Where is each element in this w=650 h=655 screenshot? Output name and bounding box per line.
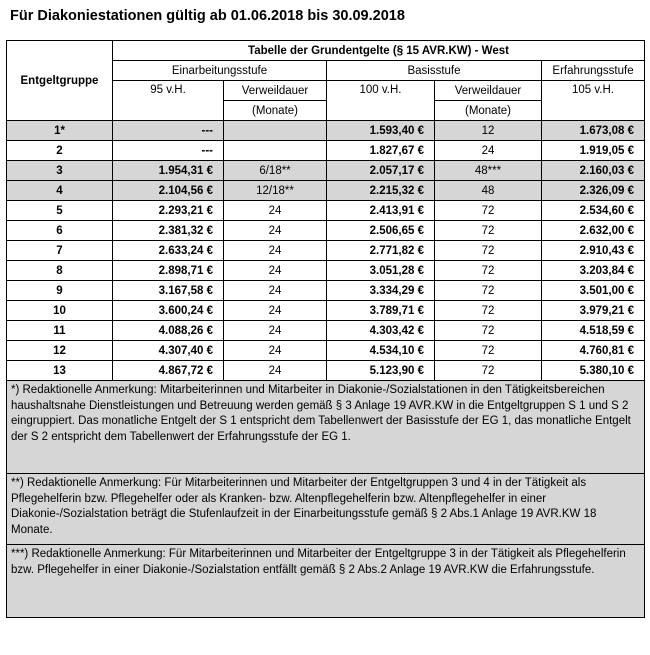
note-2: **) Redaktionelle Anmerkung: Für Mitarbeiterinnen und Mitarbeiter der Entgeltgruppen 3 und 4 in der Tätigkeit als Pflegehelferin bzw. Pflegehelfer oder als Kranken- bzw. Altenpflegehelferin bzw. Altenpflegehelfer in einer Diakonie-/Sozialstation beträgt die Stufenlaufzeit in der Einarbeitungsstufe gemäß § 2 Abs.1 Anlage 19 AVR.KW 18 Monate. [7,474,645,545]
entgeltgruppe-cell: 4 [7,181,113,201]
entgeltgruppe-cell: 7 [7,241,113,261]
einarbeitung-verweildauer-cell: 24 [224,281,327,301]
basis-value-cell: 3.789,71 € [327,301,435,321]
einarbeitung-value-cell: 4.088,26 € [113,321,224,341]
basis-verweildauer-cell: 48*** [435,161,542,181]
erfahrung-value-cell: 4.518,59 € [542,321,645,341]
ein-pct-header: 95 v.H. [113,81,224,121]
entgeltgruppe-header: Entgeltgruppe [7,41,113,121]
table-row [7,261,645,281]
grundentgelte-table [6,40,645,618]
table-row [7,141,645,161]
entgeltgruppe-cell: 13 [7,361,113,381]
einarbeitung-verweildauer-cell: 6/18** [224,161,327,181]
einarbeitung-verweildauer-cell: 24 [224,341,327,361]
table-row [7,181,645,201]
table-row [7,301,645,321]
einarbeitung-verweildauer-cell [224,141,327,161]
erfahrung-value-cell: 5.380,10 € [542,361,645,381]
einarbeitung-value-cell: --- [113,141,224,161]
entgeltgruppe-cell: 11 [7,321,113,341]
einarbeitung-verweildauer-cell: 24 [224,201,327,221]
basis-verweildauer-cell: 72 [435,201,542,221]
erfahrung-value-cell: 3.979,21 € [542,301,645,321]
basis-value-cell: 2.771,82 € [327,241,435,261]
basis-value-cell: 2.057,17 € [327,161,435,181]
entgeltgruppe-cell: 9 [7,281,113,301]
entgeltgruppe-cell: 10 [7,301,113,321]
basis-verweildauer-cell: 72 [435,361,542,381]
einarbeitung-value-cell: 2.104,56 € [113,181,224,201]
einarbeitung-verweildauer-cell: 12/18** [224,181,327,201]
basis-value-cell: 4.534,10 € [327,341,435,361]
basis-verweildauer-cell: 72 [435,341,542,361]
table-row [7,201,645,221]
table-row [7,121,645,141]
erfahrung-value-cell: 4.760,81 € [542,341,645,361]
table-row [7,221,645,241]
erfahrung-value-cell: 1.919,05 € [542,141,645,161]
einarbeitung-value-cell: 2.633,24 € [113,241,224,261]
einarbeitung-verweildauer-cell: 24 [224,241,327,261]
einarbeitung-value-cell: --- [113,121,224,141]
table-row [7,281,645,301]
erfahrung-value-cell: 2.160,03 € [542,161,645,181]
erfahrung-value-cell: 3.203,84 € [542,261,645,281]
erfahrungsstufe-header: Erfahrungsstufe [542,61,645,81]
table-row [7,241,645,261]
basis-monate-header: (Monate) [435,101,542,121]
einarbeitung-verweildauer-cell: 24 [224,221,327,241]
einarbeitung-value-cell: 4.867,72 € [113,361,224,381]
basis-value-cell: 1.827,67 € [327,141,435,161]
table-row [7,341,645,361]
basis-value-cell: 3.051,28 € [327,261,435,281]
einarbeitung-value-cell: 2.381,32 € [113,221,224,241]
basis-verweildauer-cell: 72 [435,221,542,241]
basis-verweildauer-cell: 72 [435,281,542,301]
table-row [7,321,645,341]
entgeltgruppe-cell: 2 [7,141,113,161]
basis-value-cell: 2.215,32 € [327,181,435,201]
ein-verweil-header: Verweildauer [224,81,327,101]
einarbeitung-value-cell: 4.307,40 € [113,341,224,361]
entgeltgruppe-cell: 8 [7,261,113,281]
basis-value-cell: 4.303,42 € [327,321,435,341]
erfahrung-value-cell: 3.501,00 € [542,281,645,301]
einarbeitung-verweildauer-cell: 24 [224,261,327,281]
entgeltgruppe-cell: 1* [7,121,113,141]
basis-value-cell: 1.593,40 € [327,121,435,141]
einarbeitung-value-cell: 2.293,21 € [113,201,224,221]
entgeltgruppe-cell: 6 [7,221,113,241]
einarbeitung-value-cell: 1.954,31 € [113,161,224,181]
page-title: Für Diakoniestationen gültig ab 01.06.2018 bis 30.09.2018 [10,8,405,24]
note-1: *) Redaktionelle Anmerkung: Mitarbeiterinnen und Mitarbeiter in Diakonie-/Sozialstationen in den Tätigkeitsbereichen haushaltsnahe Dienstleistungen und Betreuung werden gemäß § 3 Anlage 19 AVR.KW in die Entgeltgruppen S 1 und S 2 eingruppiert. Das monatliche Entgelt der S 1 entspricht dem Tabellenwert der Basisstufe der EG 1, das monatliche Entgelt der S 2 entspricht dem Tabellenwert der Erfahrungsstufe der EG 1. [7,381,645,474]
table-title: Tabelle der Grundentgelte (§ 15 AVR.KW) - West [113,41,645,61]
basis-value-cell: 2.413,91 € [327,201,435,221]
einarbeitung-verweildauer-cell: 24 [224,321,327,341]
entgeltgruppe-cell: 12 [7,341,113,361]
erfahrung-value-cell: 2.632,00 € [542,221,645,241]
note-3: ***) Redaktionelle Anmerkung: Für Mitarbeiterinnen und Mitarbeiter der Entgeltgruppe 3 in der Tätigkeit als Pflegehelferin bzw. Pflegehelfer in einer Diakonie-/Sozialstation entfällt gemäß § 2 Abs.2 Anlage 19 AVR.KW die Erfahrungsstufe. [7,545,645,618]
entgeltgruppe-cell: 3 [7,161,113,181]
einarbeitung-verweildauer-cell: 24 [224,301,327,321]
einarbeitung-value-cell: 2.898,71 € [113,261,224,281]
erfahrung-value-cell: 2.910,43 € [542,241,645,261]
einarbeitung-value-cell: 3.167,58 € [113,281,224,301]
basis-verweildauer-cell: 72 [435,241,542,261]
einarbeitung-verweildauer-cell [224,121,327,141]
basis-verweildauer-cell: 24 [435,141,542,161]
basis-value-cell: 5.123,90 € [327,361,435,381]
einarbeitungsstufe-header: Einarbeitungsstufe [113,61,327,81]
ein-monate-header: (Monate) [224,101,327,121]
erf-pct-header: 105 v.H. [542,81,645,121]
entgeltgruppe-cell: 5 [7,201,113,221]
basis-verweildauer-cell: 72 [435,301,542,321]
basis-verweildauer-cell: 72 [435,321,542,341]
basis-verweildauer-cell: 72 [435,261,542,281]
erfahrung-value-cell: 1.673,08 € [542,121,645,141]
einarbeitung-verweildauer-cell: 24 [224,361,327,381]
basis-verweildauer-cell: 12 [435,121,542,141]
table-row [7,161,645,181]
einarbeitung-value-cell: 3.600,24 € [113,301,224,321]
erfahrung-value-cell: 2.326,09 € [542,181,645,201]
basis-verweil-header: Verweildauer [435,81,542,101]
erfahrung-value-cell: 2.534,60 € [542,201,645,221]
basis-value-cell: 2.506,65 € [327,221,435,241]
basis-pct-header: 100 v.H. [327,81,435,121]
basis-verweildauer-cell: 48 [435,181,542,201]
table-row [7,361,645,381]
basis-value-cell: 3.334,29 € [327,281,435,301]
basisstufe-header: Basisstufe [327,61,542,81]
